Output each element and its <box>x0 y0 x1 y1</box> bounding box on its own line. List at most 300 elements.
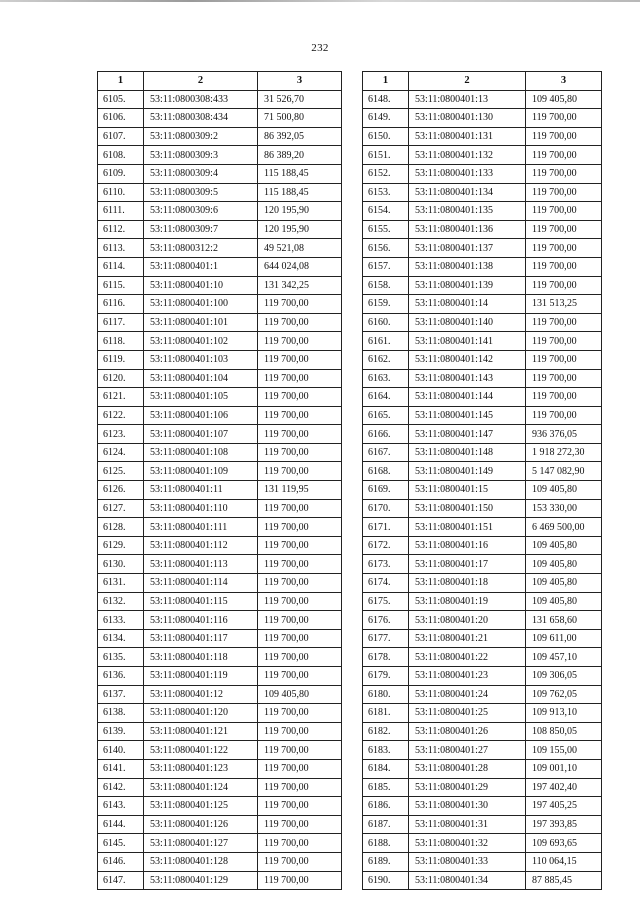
table-row <box>363 443 602 462</box>
cadastral-number: 53:11:0800401:110 <box>144 499 258 518</box>
cadastral-value: 119 700,00 <box>258 611 342 630</box>
cadastral-value: 119 700,00 <box>258 648 342 667</box>
cadastral-value: 119 700,00 <box>258 852 342 871</box>
table-row <box>363 127 602 146</box>
cadastral-value: 108 850,05 <box>526 722 602 741</box>
cadastral-number: 53:11:0800401:131 <box>409 127 526 146</box>
table-row <box>98 127 342 146</box>
cadastral-number: 53:11:0800401:31 <box>409 815 526 834</box>
cadastral-value: 936 376,05 <box>526 425 602 444</box>
cadastral-number: 53:11:0800401:136 <box>409 220 526 239</box>
cadastral-number: 53:11:0800401:118 <box>144 648 258 667</box>
cadastral-value: 197 393,85 <box>526 815 602 834</box>
cadastral-value: 119 700,00 <box>258 815 342 834</box>
cadastral-value: 119 700,00 <box>258 592 342 611</box>
table-row <box>98 443 342 462</box>
cadastral-value: 119 700,00 <box>526 332 602 351</box>
table-row <box>98 871 342 890</box>
cadastral-number: 53:11:0800401:23 <box>409 667 526 686</box>
cadastral-value: 109 405,80 <box>526 592 602 611</box>
cadastral-value: 119 700,00 <box>526 220 602 239</box>
row-number: 6138. <box>98 704 144 723</box>
cadastral-number: 53:11:0800308:433 <box>144 90 258 109</box>
cadastral-value: 119 700,00 <box>526 276 602 295</box>
cadastral-value: 109 405,80 <box>526 574 602 593</box>
row-number: 6170. <box>363 499 409 518</box>
cadastral-number: 53:11:0800401:117 <box>144 629 258 648</box>
row-number: 6176. <box>363 611 409 630</box>
cadastral-number: 53:11:0800401:133 <box>409 164 526 183</box>
row-number: 6144. <box>98 815 144 834</box>
cadastral-value: 131 119,95 <box>258 481 342 500</box>
cadastral-number: 53:11:0800309:3 <box>144 146 258 165</box>
cadastral-value: 119 700,00 <box>258 759 342 778</box>
table-row <box>363 202 602 221</box>
cadastral-value: 109 913,10 <box>526 704 602 723</box>
cadastral-value: 109 306,05 <box>526 667 602 686</box>
cadastral-number: 53:11:0800309:2 <box>144 127 258 146</box>
row-number: 6111. <box>98 202 144 221</box>
cadastral-value: 119 700,00 <box>526 406 602 425</box>
row-number: 6157. <box>363 257 409 276</box>
cadastral-number: 53:11:0800401:135 <box>409 202 526 221</box>
table-row <box>98 202 342 221</box>
row-number: 6188. <box>363 834 409 853</box>
cadastral-number: 53:11:0800309:7 <box>144 220 258 239</box>
row-number: 6151. <box>363 146 409 165</box>
table-row <box>98 667 342 686</box>
cadastral-value: 109 693,65 <box>526 834 602 853</box>
table-row <box>363 295 602 314</box>
row-number: 6122. <box>98 406 144 425</box>
table-row <box>98 313 342 332</box>
row-number: 6131. <box>98 574 144 593</box>
table-row <box>363 239 602 258</box>
table-row <box>98 629 342 648</box>
cadastral-value: 119 700,00 <box>258 499 342 518</box>
table-row <box>98 164 342 183</box>
table-row <box>363 518 602 537</box>
cadastral-number: 53:11:0800401:115 <box>144 592 258 611</box>
cadastral-number: 53:11:0800401:30 <box>409 797 526 816</box>
row-number: 6110. <box>98 183 144 202</box>
row-number: 6180. <box>363 685 409 704</box>
cadastral-number: 53:11:0800401:24 <box>409 685 526 704</box>
table-row <box>363 90 602 109</box>
cadastral-value: 115 188,45 <box>258 164 342 183</box>
cadastral-value: 119 700,00 <box>258 629 342 648</box>
table-row <box>98 797 342 816</box>
table-row <box>98 722 342 741</box>
table-row <box>363 685 602 704</box>
table-row <box>98 685 342 704</box>
cadastral-value: 86 389,20 <box>258 146 342 165</box>
cadastral-value: 119 700,00 <box>526 164 602 183</box>
cadastral-value: 119 700,00 <box>258 406 342 425</box>
cadastral-value: 119 700,00 <box>258 555 342 574</box>
table-row <box>363 852 602 871</box>
table-row <box>363 481 602 500</box>
row-number: 6190. <box>363 871 409 890</box>
row-number: 6143. <box>98 797 144 816</box>
cadastral-number: 53:11:0800401:102 <box>144 332 258 351</box>
cadastral-value: 119 700,00 <box>526 202 602 221</box>
row-number: 6181. <box>363 704 409 723</box>
cadastral-number: 53:11:0800401:116 <box>144 611 258 630</box>
cadastral-number: 53:11:0800401:151 <box>409 518 526 537</box>
row-number: 6171. <box>363 518 409 537</box>
cadastral-number: 53:11:0800401:32 <box>409 834 526 853</box>
cadastral-number: 53:11:0800401:148 <box>409 443 526 462</box>
table-row <box>363 499 602 518</box>
table-row <box>363 722 602 741</box>
table-row <box>98 406 342 425</box>
row-number: 6121. <box>98 388 144 407</box>
table-row <box>363 592 602 611</box>
row-number: 6186. <box>363 797 409 816</box>
cadastral-number: 53:11:0800401:33 <box>409 852 526 871</box>
row-number: 6146. <box>98 852 144 871</box>
table-row <box>363 704 602 723</box>
table-row <box>363 629 602 648</box>
cadastral-number: 53:11:0800401:29 <box>409 778 526 797</box>
row-number: 6168. <box>363 462 409 481</box>
cadastral-number: 53:11:0800401:145 <box>409 406 526 425</box>
row-number: 6139. <box>98 722 144 741</box>
cadastral-number: 53:11:0800401:13 <box>409 90 526 109</box>
row-number: 6158. <box>363 276 409 295</box>
table-row <box>98 369 342 388</box>
cadastral-value: 6 469 500,00 <box>526 518 602 537</box>
cadastral-number: 53:11:0800401:130 <box>409 109 526 128</box>
left-table-header-row <box>98 72 342 91</box>
cadastral-number: 53:11:0800401:106 <box>144 406 258 425</box>
cadastral-number: 53:11:0800401:126 <box>144 815 258 834</box>
table-row <box>363 741 602 760</box>
table-row <box>363 146 602 165</box>
row-number: 6107. <box>98 127 144 146</box>
row-number: 6136. <box>98 667 144 686</box>
cadastral-number: 53:11:0800401:150 <box>409 499 526 518</box>
table-row <box>98 350 342 369</box>
cadastral-number: 53:11:0800401:112 <box>144 536 258 555</box>
cadastral-number: 53:11:0800401:16 <box>409 536 526 555</box>
left-table-body <box>98 90 342 890</box>
cadastral-value: 109 457,10 <box>526 648 602 667</box>
cadastral-value: 131 513,25 <box>526 295 602 314</box>
table-row <box>98 852 342 871</box>
cadastral-number: 53:11:0800401:114 <box>144 574 258 593</box>
row-number: 6109. <box>98 164 144 183</box>
cadastral-number: 53:11:0800401:121 <box>144 722 258 741</box>
table-row <box>363 425 602 444</box>
cadastral-number: 53:11:0800401:134 <box>409 183 526 202</box>
cadastral-number: 53:11:0800401:28 <box>409 759 526 778</box>
row-number: 6163. <box>363 369 409 388</box>
row-number: 6162. <box>363 350 409 369</box>
cadastral-value: 109 611,00 <box>526 629 602 648</box>
cadastral-number: 53:11:0800401:142 <box>409 350 526 369</box>
cadastral-number: 53:11:0800401:25 <box>409 704 526 723</box>
table-row <box>98 425 342 444</box>
cadastral-number: 53:11:0800401:113 <box>144 555 258 574</box>
row-number: 6117. <box>98 313 144 332</box>
cadastral-number: 53:11:0800401:20 <box>409 611 526 630</box>
table-row <box>98 276 342 295</box>
cadastral-value: 119 700,00 <box>526 109 602 128</box>
cadastral-number: 53:11:0800401:108 <box>144 443 258 462</box>
row-number: 6175. <box>363 592 409 611</box>
table-row <box>98 592 342 611</box>
cadastral-number: 53:11:0800401:127 <box>144 834 258 853</box>
column-header-cadastral: 2 <box>144 72 258 91</box>
row-number: 6120. <box>98 369 144 388</box>
table-row <box>98 759 342 778</box>
cadastral-value: 119 700,00 <box>526 350 602 369</box>
cadastral-value: 109 405,80 <box>526 536 602 555</box>
row-number: 6115. <box>98 276 144 295</box>
row-number: 6142. <box>98 778 144 797</box>
table-row <box>363 536 602 555</box>
table-row <box>98 555 342 574</box>
table-row <box>98 481 342 500</box>
cadastral-number: 53:11:0800401:144 <box>409 388 526 407</box>
cadastral-number: 53:11:0800401:107 <box>144 425 258 444</box>
row-number: 6159. <box>363 295 409 314</box>
cadastral-number: 53:11:0800401:122 <box>144 741 258 760</box>
scan-edge-artifact <box>0 0 640 2</box>
cadastral-number: 53:11:0800308:434 <box>144 109 258 128</box>
cadastral-number: 53:11:0800401:139 <box>409 276 526 295</box>
table-row <box>363 555 602 574</box>
row-number: 6155. <box>363 220 409 239</box>
row-number: 6149. <box>363 109 409 128</box>
cadastral-value: 119 700,00 <box>258 350 342 369</box>
page-number: 232 <box>311 42 329 54</box>
row-number: 6128. <box>98 518 144 537</box>
cadastral-value: 119 700,00 <box>258 332 342 351</box>
table-row <box>98 741 342 760</box>
table-row <box>98 257 342 276</box>
table-row <box>98 536 342 555</box>
row-number: 6112. <box>98 220 144 239</box>
row-number: 6108. <box>98 146 144 165</box>
table-row <box>98 574 342 593</box>
cadastral-value: 109 405,80 <box>526 555 602 574</box>
cadastral-number: 53:11:0800401:34 <box>409 871 526 890</box>
table-row <box>98 834 342 853</box>
row-number: 6116. <box>98 295 144 314</box>
table-row <box>98 462 342 481</box>
cadastral-number: 53:11:0800401:103 <box>144 350 258 369</box>
table-row <box>363 332 602 351</box>
row-number: 6164. <box>363 388 409 407</box>
table-row <box>98 109 342 128</box>
table-row <box>363 611 602 630</box>
row-number: 6130. <box>98 555 144 574</box>
cadastral-number: 53:11:0800401:119 <box>144 667 258 686</box>
row-number: 6178. <box>363 648 409 667</box>
row-number: 6106. <box>98 109 144 128</box>
row-number: 6179. <box>363 667 409 686</box>
cadastral-value: 71 500,80 <box>258 109 342 128</box>
column-header-value: 3 <box>258 72 342 91</box>
table-row <box>363 815 602 834</box>
cadastral-value: 119 700,00 <box>258 722 342 741</box>
row-number: 6165. <box>363 406 409 425</box>
row-number: 6150. <box>363 127 409 146</box>
cadastral-value: 120 195,90 <box>258 220 342 239</box>
cadastral-value: 119 700,00 <box>258 425 342 444</box>
cadastral-value: 109 405,80 <box>526 90 602 109</box>
row-number: 6152. <box>363 164 409 183</box>
cadastral-number: 53:11:0800401:129 <box>144 871 258 890</box>
cadastral-value: 119 700,00 <box>526 388 602 407</box>
row-number: 6154. <box>363 202 409 221</box>
table-row <box>98 146 342 165</box>
cadastral-number: 53:11:0800401:11 <box>144 481 258 500</box>
row-number: 6114. <box>98 257 144 276</box>
cadastral-number: 53:11:0800401:18 <box>409 574 526 593</box>
cadastral-value: 119 700,00 <box>526 313 602 332</box>
cadastral-value: 119 700,00 <box>258 313 342 332</box>
row-number: 6123. <box>98 425 144 444</box>
left-table <box>97 71 342 890</box>
table-row <box>98 239 342 258</box>
cadastral-value: 119 700,00 <box>526 183 602 202</box>
table-row <box>98 220 342 239</box>
cadastral-value: 131 658,60 <box>526 611 602 630</box>
table-row <box>363 667 602 686</box>
row-number: 6161. <box>363 332 409 351</box>
cadastral-number: 53:11:0800401:128 <box>144 852 258 871</box>
row-number: 6148. <box>363 90 409 109</box>
row-number: 6129. <box>98 536 144 555</box>
row-number: 6127. <box>98 499 144 518</box>
table-row <box>363 109 602 128</box>
table-row <box>98 499 342 518</box>
cadastral-value: 153 330,00 <box>526 499 602 518</box>
cadastral-number: 53:11:0800401:26 <box>409 722 526 741</box>
cadastral-value: 120 195,90 <box>258 202 342 221</box>
cadastral-value: 119 700,00 <box>258 574 342 593</box>
row-number: 6182. <box>363 722 409 741</box>
cadastral-value: 119 700,00 <box>258 741 342 760</box>
right-table-header-row <box>363 72 602 91</box>
row-number: 6187. <box>363 815 409 834</box>
row-number: 6153. <box>363 183 409 202</box>
cadastral-value: 115 188,45 <box>258 183 342 202</box>
row-number: 6113. <box>98 239 144 258</box>
table-row <box>363 871 602 890</box>
cadastral-number: 53:11:0800401:10 <box>144 276 258 295</box>
row-number: 6134. <box>98 629 144 648</box>
cadastral-number: 53:11:0800401:17 <box>409 555 526 574</box>
row-number: 6167. <box>363 443 409 462</box>
cadastral-value: 119 700,00 <box>526 146 602 165</box>
row-number: 6169. <box>363 481 409 500</box>
cadastral-value: 5 147 082,90 <box>526 462 602 481</box>
table-row <box>98 815 342 834</box>
row-number: 6145. <box>98 834 144 853</box>
cadastral-number: 53:11:0800401:149 <box>409 462 526 481</box>
cadastral-value: 109 155,00 <box>526 741 602 760</box>
cadastral-value: 109 405,80 <box>526 481 602 500</box>
cadastral-value: 119 700,00 <box>258 778 342 797</box>
table-row <box>98 90 342 109</box>
cadastral-value: 109 762,05 <box>526 685 602 704</box>
table-row <box>363 276 602 295</box>
right-table <box>362 71 602 890</box>
table-row <box>363 164 602 183</box>
cadastral-number: 53:11:0800401:125 <box>144 797 258 816</box>
table-row <box>98 183 342 202</box>
table-row <box>363 648 602 667</box>
table-row <box>363 574 602 593</box>
cadastral-value: 119 700,00 <box>258 667 342 686</box>
column-header-number: 1 <box>98 72 144 91</box>
cadastral-value: 119 700,00 <box>258 388 342 407</box>
cadastral-value: 119 700,00 <box>526 257 602 276</box>
cadastral-value: 119 700,00 <box>258 871 342 890</box>
table-row <box>363 220 602 239</box>
table-row <box>98 778 342 797</box>
column-header-number: 1 <box>363 72 409 91</box>
cadastral-value: 87 885,45 <box>526 871 602 890</box>
row-number: 6189. <box>363 852 409 871</box>
row-number: 6118. <box>98 332 144 351</box>
table-row <box>363 406 602 425</box>
row-number: 6135. <box>98 648 144 667</box>
table-row <box>98 388 342 407</box>
cadastral-number: 53:11:0800401:143 <box>409 369 526 388</box>
table-row <box>363 388 602 407</box>
table-row <box>98 704 342 723</box>
column-header-value: 3 <box>526 72 602 91</box>
cadastral-number: 53:11:0800401:123 <box>144 759 258 778</box>
cadastral-value: 119 700,00 <box>258 443 342 462</box>
cadastral-value: 1 918 272,30 <box>526 443 602 462</box>
cadastral-number: 53:11:0800401:105 <box>144 388 258 407</box>
row-number: 6174. <box>363 574 409 593</box>
cadastral-value: 86 392,05 <box>258 127 342 146</box>
cadastral-value: 109 001,10 <box>526 759 602 778</box>
cadastral-number: 53:11:0800401:141 <box>409 332 526 351</box>
row-number: 6119. <box>98 350 144 369</box>
row-number: 6172. <box>363 536 409 555</box>
cadastral-number: 53:11:0800401:111 <box>144 518 258 537</box>
table-row <box>98 295 342 314</box>
cadastral-number: 53:11:0800309:5 <box>144 183 258 202</box>
table-row <box>363 183 602 202</box>
cadastral-number: 53:11:0800401:109 <box>144 462 258 481</box>
table-row <box>363 350 602 369</box>
table-row <box>363 313 602 332</box>
cadastral-number: 53:11:0800401:138 <box>409 257 526 276</box>
cadastral-number: 53:11:0800309:4 <box>144 164 258 183</box>
table-row <box>363 462 602 481</box>
row-number: 6147. <box>98 871 144 890</box>
table-row <box>98 648 342 667</box>
row-number: 6140. <box>98 741 144 760</box>
cadastral-number: 53:11:0800312:2 <box>144 239 258 258</box>
table-row <box>363 257 602 276</box>
cadastral-value: 119 700,00 <box>258 536 342 555</box>
cadastral-value: 109 405,80 <box>258 685 342 704</box>
row-number: 6183. <box>363 741 409 760</box>
table-row <box>98 332 342 351</box>
cadastral-value: 110 064,15 <box>526 852 602 871</box>
